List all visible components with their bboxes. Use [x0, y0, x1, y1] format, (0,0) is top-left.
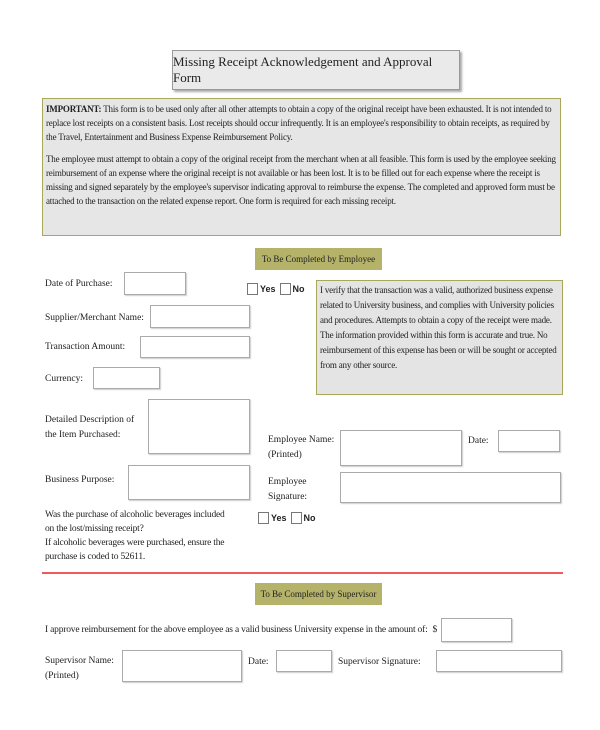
- supervisor-date-input[interactable]: [276, 650, 332, 672]
- description-label-line2: the Item Purchased:: [45, 430, 121, 440]
- notice-paragraph-2: The employee must attempt to obtain a copy of the original receipt from the merchant when at all feasible. This form is used by the employee seeking reimbursement of an expense where the original receipt is not available or has been lost. It is to be filled out for each expense where the receipt is missing and signed separately by the employee's supervisor indicating approval to reimburse the expense. The completed and approved form must be attached to the transaction on the related expense report. One form is required for each missing receipt.: [46, 154, 556, 206]
- supervisor-name-label: [45, 654, 114, 684]
- alcohol-note-line1: If alcoholic beverages were purchased, ensure the: [45, 538, 225, 548]
- currency-input[interactable]: [93, 367, 160, 389]
- verify-no-checkbox[interactable]: [280, 283, 291, 295]
- supervisor-signature-input[interactable]: [436, 650, 562, 672]
- business-purpose-label: Business Purpose:: [45, 475, 115, 485]
- approve-statement: I approve reimbursement for the above employee as a valid business University expense in the amount of:: [45, 624, 428, 635]
- employee-section-header: [255, 248, 382, 270]
- supervisor-signature-label: Supervisor Signature:: [338, 657, 421, 667]
- date-of-purchase-label: Date of Purchase:: [45, 279, 113, 289]
- notice-text-1: This form is to be used only after all other attempts to obtain a copy of the original receipt have been exhausted. It is not intended to replace lost receipts on a consistent basis. Lost receipts should occur infrequently. It is an employee's responsibility to obtain receipts, as required by the Travel, Entertainment and Business Expense Reimbursement Policy.: [46, 104, 552, 142]
- employee-name-label-line2: (Printed): [268, 450, 302, 460]
- supervisor-name-label-line1: Supervisor Name:: [45, 656, 114, 666]
- supervisor-name-input[interactable]: [122, 650, 242, 682]
- alcohol-yes-checkbox[interactable]: [258, 512, 269, 524]
- alcohol-question-line1: Was the purchase of alcoholic beverages included: [45, 510, 225, 520]
- alcohol-yes-label: Yes: [271, 513, 287, 523]
- verify-no-label: No: [292, 284, 305, 294]
- supplier-input[interactable]: [150, 305, 250, 328]
- employee-name-label-line1: Employee Name:: [268, 435, 335, 445]
- important-label: IMPORTANT:: [46, 104, 102, 114]
- important-notice: [42, 98, 561, 236]
- supervisor-date-label: Date:: [248, 657, 269, 667]
- alcohol-note-line2: purchase is coded to 52611.: [45, 552, 146, 562]
- supplier-label: Supplier/Merchant Name:: [45, 313, 144, 323]
- approve-row: [45, 618, 512, 642]
- section-divider: [42, 572, 563, 574]
- verification-statement: I verify that the transaction was a valid, authorized business expense related to University business, and complies with University policies and procedures. Attempts to obtain a copy of the receipt were made. The information provided within this form is accurate and true. No reimbursement of this expense has been or will be sought or accepted from any other source.: [316, 280, 563, 395]
- employee-date-label: Date:: [468, 436, 489, 446]
- verify-yes-checkbox[interactable]: [247, 283, 258, 295]
- transaction-amount-input[interactable]: [140, 336, 250, 358]
- employee-name-input[interactable]: [340, 430, 462, 466]
- alcohol-question-line2: on the lost/missing receipt?: [45, 524, 144, 534]
- alcohol-question: [45, 508, 225, 564]
- description-input[interactable]: [148, 399, 250, 454]
- employee-section-header-text: To Be Completed by Employee: [261, 254, 376, 264]
- alcohol-no-label: No: [303, 513, 316, 523]
- employee-signature-label: [268, 475, 307, 505]
- description-label: [45, 413, 134, 443]
- employee-signature-label-line2: Signature:: [268, 492, 308, 502]
- transaction-amount-label: Transaction Amount:: [45, 342, 126, 352]
- employee-signature-label-line1: Employee: [268, 477, 307, 487]
- supervisor-name-label-line2: (Printed): [45, 671, 79, 681]
- dollar-sign: $: [432, 624, 438, 635]
- form-title-text: Missing Receipt Acknowledgement and Approval Form: [173, 54, 433, 85]
- supervisor-section-header-text: To Be Completed by Supervisor: [260, 589, 377, 599]
- alcohol-no-checkbox[interactable]: [291, 512, 302, 524]
- business-purpose-input[interactable]: [128, 465, 250, 500]
- date-of-purchase-input[interactable]: [124, 272, 186, 295]
- employee-name-label: [268, 433, 334, 463]
- approved-amount-input[interactable]: [441, 618, 512, 642]
- employee-signature-input[interactable]: [340, 472, 561, 503]
- form-title: [172, 50, 460, 90]
- notice-paragraph-1: [46, 102, 557, 144]
- employee-date-input[interactable]: [498, 430, 560, 452]
- verify-yes-no: [247, 283, 309, 295]
- description-label-line1: Detailed Description of: [45, 415, 135, 425]
- verify-yes-label: Yes: [260, 284, 276, 294]
- currency-label: Currency:: [45, 374, 83, 384]
- alcohol-yes-no: [258, 512, 320, 524]
- supervisor-section-header: [255, 583, 382, 605]
